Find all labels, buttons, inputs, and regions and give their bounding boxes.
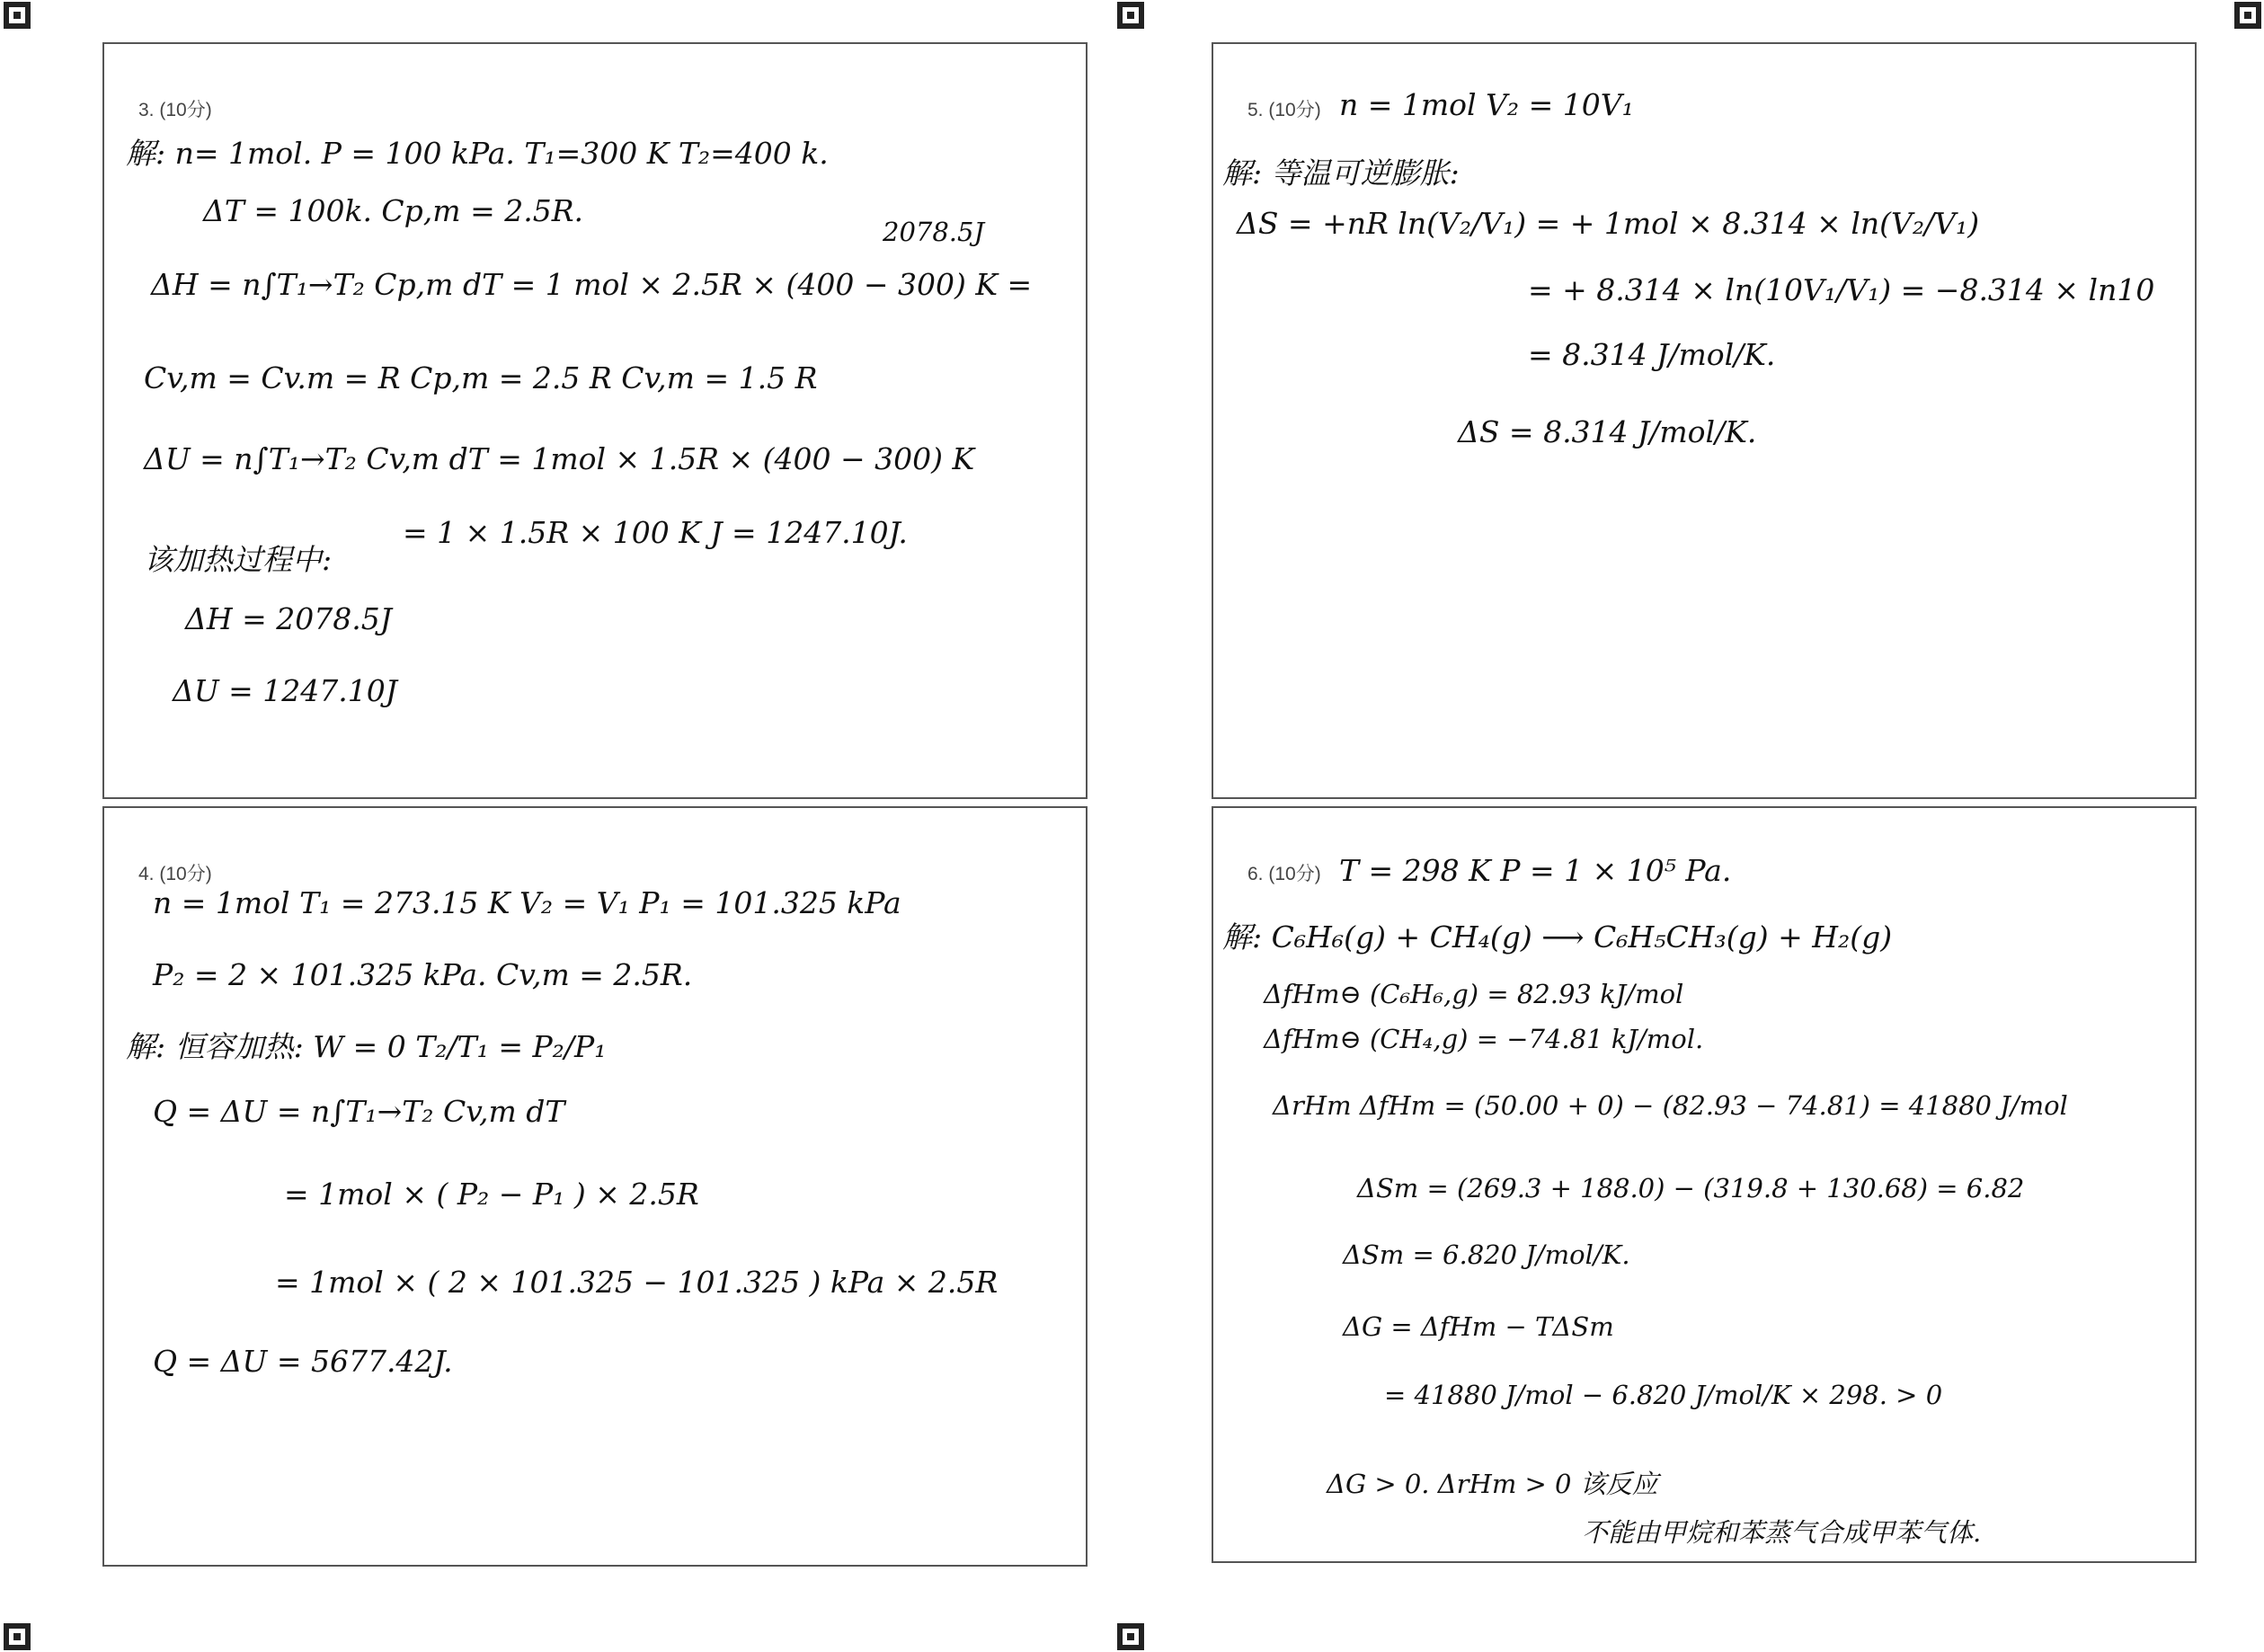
question-label: 5. (10分) (1247, 100, 1321, 120)
handwritten-line: ΔS = +nR ln(V₂/V₁) = + 1mol × 8.314 × ln(V₂/V₁) (1237, 206, 1980, 241)
handwritten-line: Cv,m = Cv.m = R Cp,m = 2.5 R Cv,m = 1.5 R (144, 360, 818, 395)
handwritten-line: = 1mol × ( 2 × 101.325 − 101.325 ) kPa × 2.5R (275, 1265, 999, 1300)
handwritten-line: n = 1mol T₁ = 273.15 K V₂ = V₁ P₁ = 101.325 kPa (153, 885, 901, 920)
handwritten-line: ΔU = 1247.10J (173, 673, 397, 708)
handwritten-line: n = 1mol V₂ = 10V₁ (1339, 87, 1634, 122)
handwritten-line: Q = ΔU = n∫T₁→T₂ Cv,m dT (153, 1094, 565, 1129)
handwritten-line: ΔH = 2078.5J (185, 601, 392, 636)
registration-marker-bottom-center (1117, 1623, 1144, 1650)
handwritten-line: 解: 等温可逆膨胀: (1222, 155, 1460, 191)
handwritten-line: ΔrHm ΔfHm = (50.00 + 0) − (82.93 − 74.81) = 41880 J/mol (1273, 1090, 2068, 1121)
handwritten-line: T = 298 K P = 1 × 10⁵ Pa. (1339, 853, 1732, 888)
handwritten-line: ΔH = n∫T₁→T₂ Cp,m dT = 1 mol × 2.5R × (400 − 300) K = (151, 267, 1033, 302)
handwritten-line: ΔT = 100k. Cp,m = 2.5R. (203, 193, 584, 228)
registration-marker-top-center (1117, 2, 1144, 29)
handwritten-line: 该加热过程中: (144, 542, 333, 577)
handwritten-line: ΔSm = (269.3 + 188.0) − (319.8 + 130.68) = 6.82 (1357, 1173, 2025, 1203)
handwritten-line: 解: C₆H₆(g) + CH₄(g) ⟶ C₆H₅CH₃(g) + H₂(g) (1222, 919, 1893, 955)
handwritten-line: = 41880 J/mol − 6.820 J/mol/K × 298. > 0 (1384, 1380, 1943, 1410)
handwritten-line: 2078.5J (883, 217, 985, 247)
handwritten-line: 不能由甲烷和苯蒸气合成甲苯气体. (1582, 1517, 1982, 1548)
handwritten-line: ΔfHm⊖ (C₆H₆,g) = 82.93 kJ/mol (1264, 979, 1684, 1009)
question-label: 6. (10分) (1247, 864, 1321, 884)
registration-marker-top-left (4, 2, 31, 29)
question-label: 3. (10分) (138, 100, 212, 120)
handwritten-line: P₂ = 2 × 101.325 kPa. Cv,m = 2.5R. (153, 957, 693, 992)
answer-box-q6 (1212, 806, 2197, 1563)
handwritten-line: 解: n= 1mol. P = 100 kPa. T₁=300 K T₂=400 k. (126, 136, 829, 171)
handwritten-line: = 1mol × ( P₂ − P₁ ) × 2.5R (284, 1177, 699, 1212)
answer-box-q5 (1212, 42, 2197, 799)
registration-marker-bottom-left (4, 1623, 31, 1650)
question-label: 4. (10分) (138, 864, 212, 884)
handwritten-line: ΔG = ΔfHm − TΔSm (1343, 1311, 1614, 1342)
handwritten-line: ΔSm = 6.820 J/mol/K. (1343, 1239, 1630, 1270)
registration-marker-top-right (2234, 2, 2261, 29)
handwritten-line: = 8.314 J/mol/K. (1528, 337, 1776, 372)
handwritten-line: 解: 恒容加热: W = 0 T₂/T₁ = P₂/P₁ (126, 1029, 607, 1064)
answer-box-q4 (102, 806, 1088, 1567)
handwritten-line: ΔG > 0. ΔrHm > 0 该反应 (1327, 1469, 1658, 1499)
handwritten-line: = 1 × 1.5R × 100 K J = 1247.10J. (403, 515, 908, 550)
handwritten-line: = + 8.314 × ln(10V₁/V₁) = −8.314 × ln10 (1528, 272, 2155, 307)
answer-box-q3 (102, 42, 1088, 799)
handwritten-line: Q = ΔU = 5677.42J. (153, 1344, 453, 1379)
handwritten-line: ΔS = 8.314 J/mol/K. (1458, 414, 1757, 449)
handwritten-line: ΔfHm⊖ (CH₄,g) = −74.81 kJ/mol. (1264, 1024, 1704, 1054)
handwritten-line: ΔU = n∫T₁→T₂ Cv,m dT = 1mol × 1.5R × (400 − 300) K (144, 441, 975, 476)
